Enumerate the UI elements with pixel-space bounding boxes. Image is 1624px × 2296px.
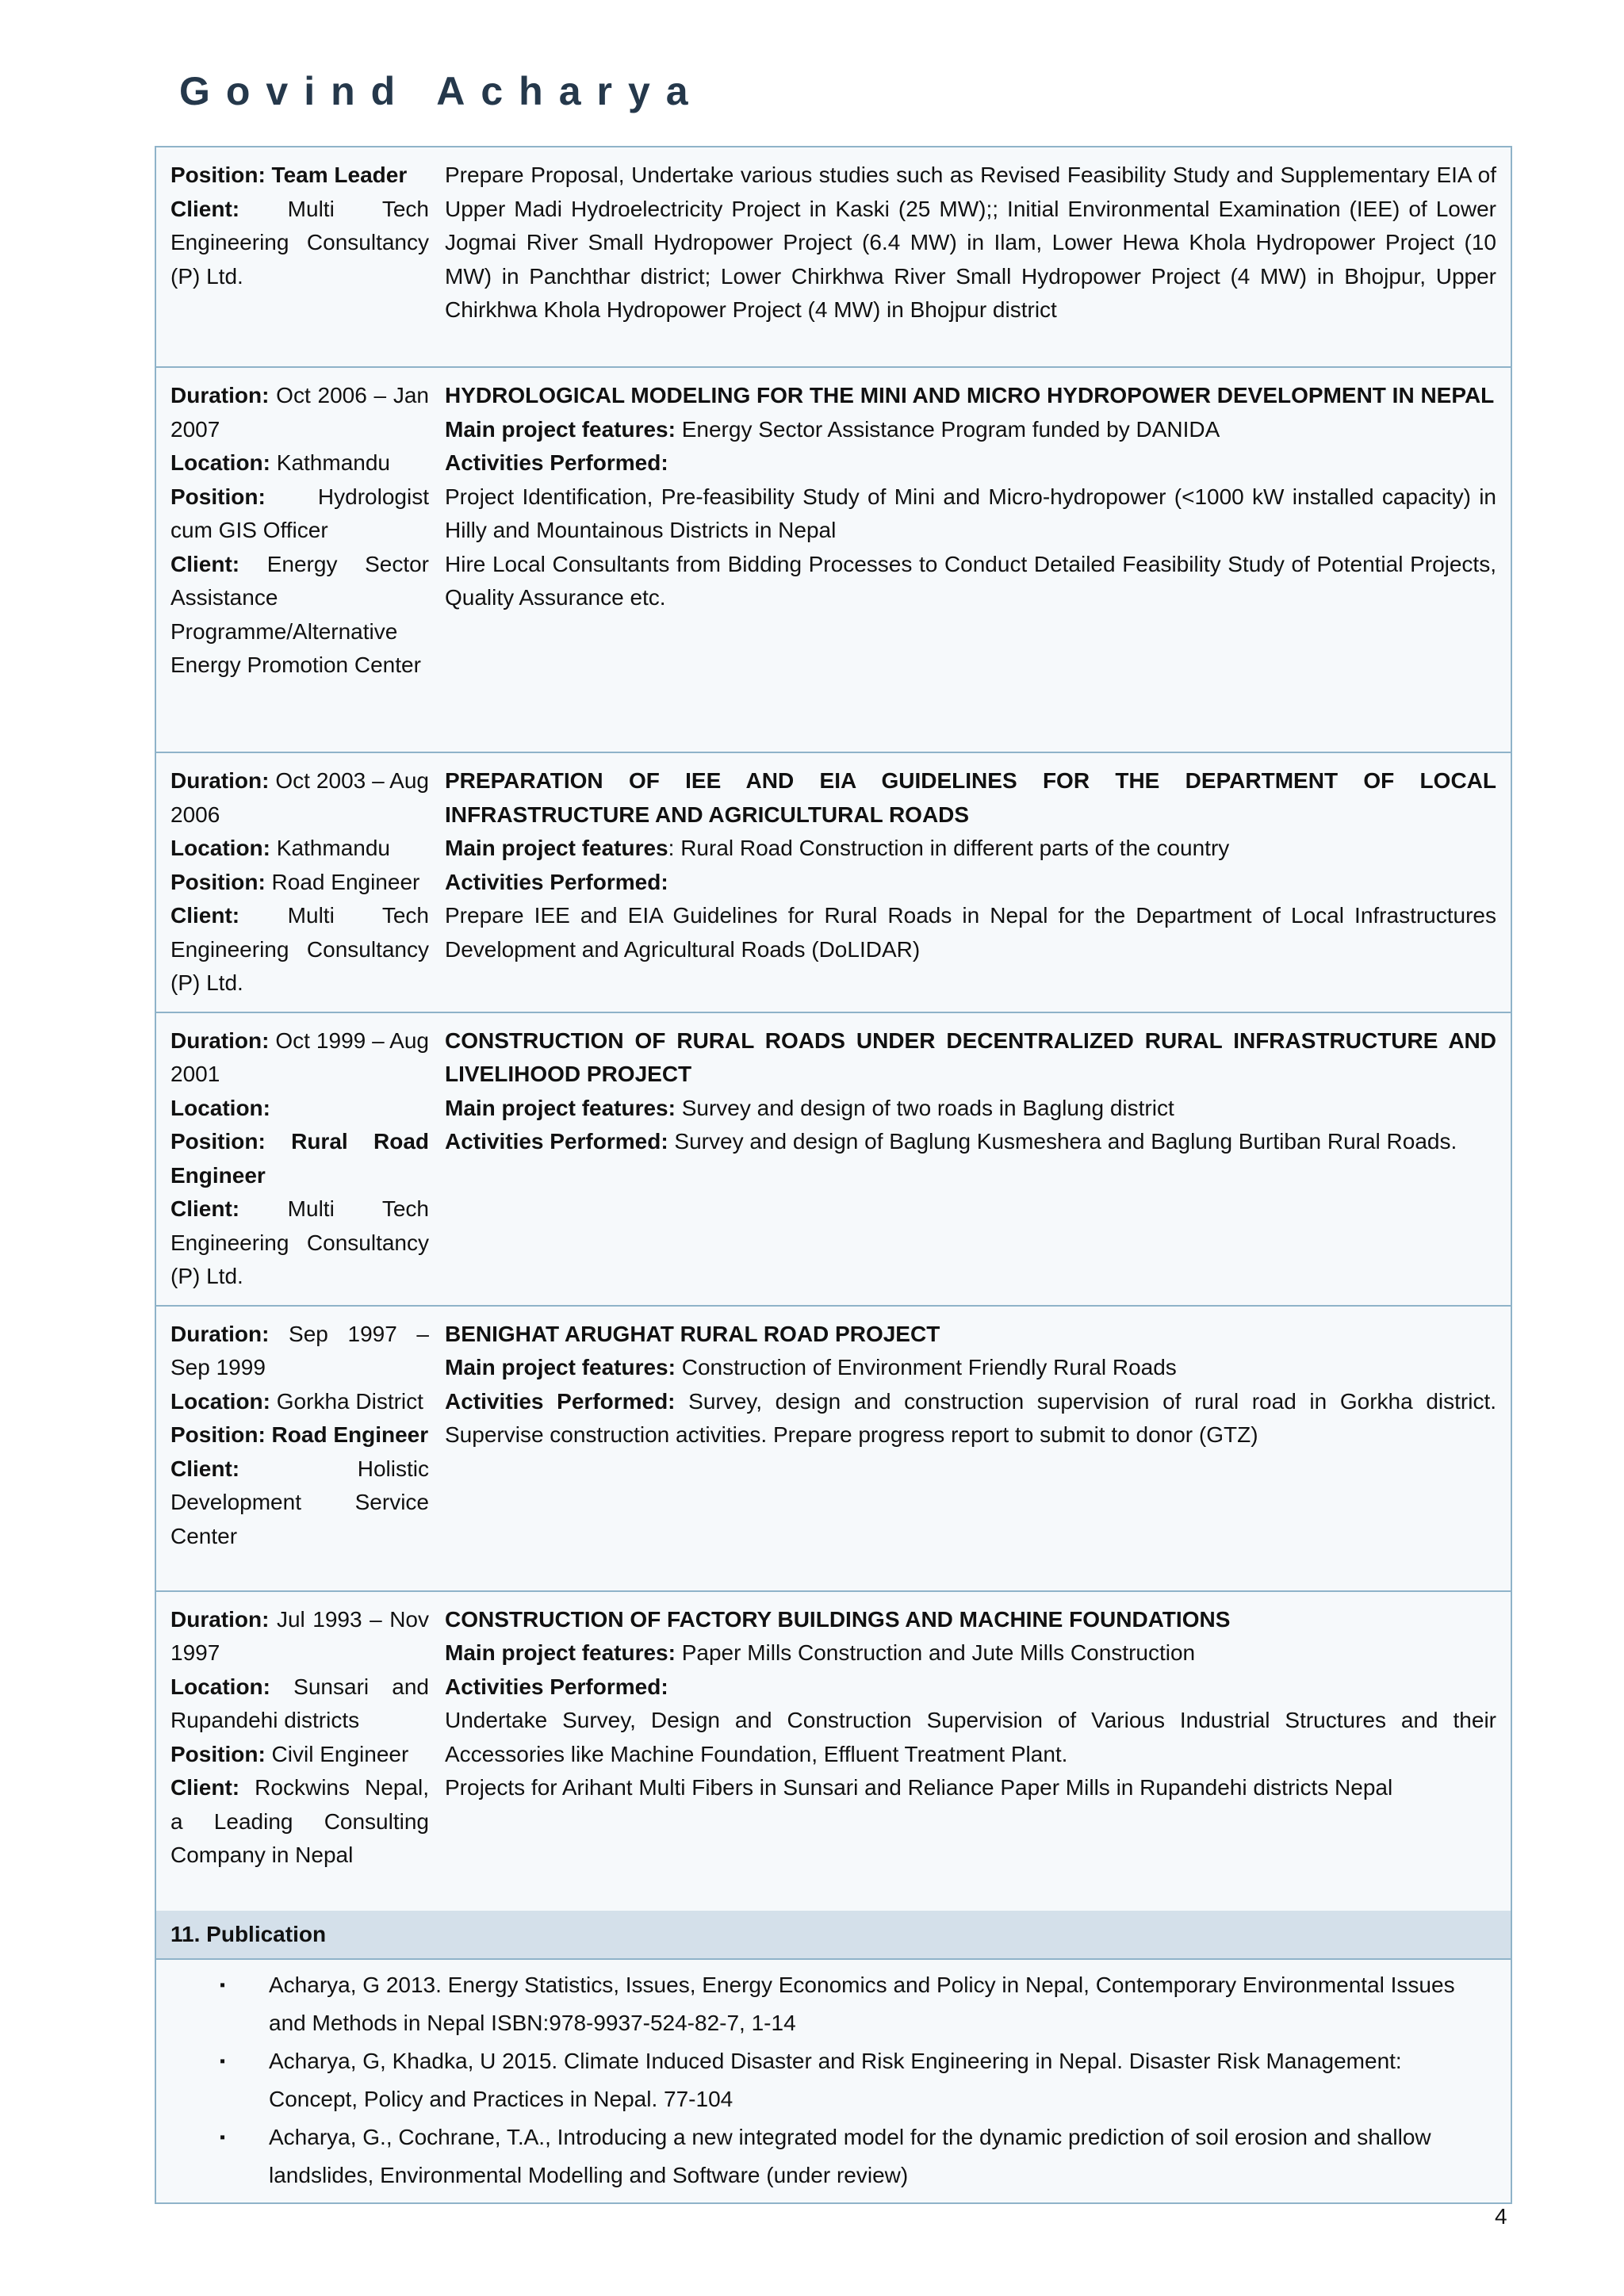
detail-line bbox=[170, 899, 429, 1001]
description-line bbox=[445, 1636, 1496, 1670]
description-line bbox=[445, 1125, 1496, 1159]
field-value: Multi Tech Engineering Consultancy (P) Ltd. bbox=[170, 903, 429, 995]
detail-line bbox=[170, 1092, 429, 1126]
experience-description bbox=[445, 1013, 1511, 1305]
field-value: Sunsari and Rupandehi districts bbox=[170, 1674, 429, 1732]
detail-line bbox=[170, 548, 429, 683]
field-label: Client: bbox=[170, 551, 240, 576]
field-label: Location: bbox=[170, 1095, 270, 1120]
experience-details bbox=[156, 1307, 445, 1590]
field-label: Duration: bbox=[170, 383, 270, 408]
experience-row bbox=[156, 368, 1511, 753]
experience-details bbox=[156, 753, 445, 1012]
publication-text: Acharya, G, Khadka, U 2015. Climate Induced Disaster and Risk Engineering in Nepal. Disaster Risk Management: Concept, Policy and Practices in Nepal. 77-104 bbox=[269, 2048, 1402, 2111]
publication-list bbox=[156, 1960, 1511, 2202]
field-label: Duration: bbox=[170, 768, 270, 793]
field-label: Client: bbox=[170, 1456, 240, 1481]
field-label: Activities Performed: bbox=[445, 869, 668, 894]
experience-row bbox=[156, 1307, 1511, 1592]
publication-header: 11. Publication bbox=[156, 1911, 1511, 1960]
detail-line bbox=[170, 1771, 429, 1873]
field-value: Construction of Environment Friendly Rural Roads bbox=[675, 1355, 1177, 1380]
experience-details bbox=[156, 147, 445, 366]
description-line bbox=[445, 1670, 1496, 1705]
field-label: Duration: bbox=[170, 1027, 270, 1053]
project-title: BENIGHAT ARUGHAT RURAL ROAD PROJECT bbox=[445, 1321, 940, 1346]
page-number: 4 bbox=[1495, 2204, 1507, 2229]
project-title: HYDROLOGICAL MODELING FOR THE MINI AND MICRO HYDROPOWER DEVELOPMENT IN NEPAL bbox=[445, 383, 1495, 408]
publication-section bbox=[156, 1911, 1511, 2202]
field-label: Main project features: bbox=[445, 1095, 676, 1120]
field-value: Kathmandu bbox=[270, 836, 390, 860]
field-label: Activities Performed: bbox=[445, 1388, 676, 1414]
field-label: Location: bbox=[170, 1388, 270, 1414]
experience-details bbox=[156, 1592, 445, 1911]
field-value: Road Engineer bbox=[265, 869, 420, 894]
field-label: Client: bbox=[170, 1775, 240, 1800]
description-line bbox=[445, 1704, 1496, 1771]
field-label: Client: bbox=[170, 903, 240, 928]
field-label: Duration: bbox=[170, 1321, 270, 1346]
publication-text: Acharya, G 2013. Energy Statistics, Issues, Energy Economics and Policy in Nepal, Contemporary Environmental Issues and Methods in Nepal ISBN:978-9937-524-82-7, 1-14 bbox=[269, 1972, 1455, 2035]
detail-line bbox=[170, 866, 429, 900]
field-value: Hire Local Consultants from Bidding Processes to Conduct Detailed Feasibility Study of Potential Projects, Quality Assurance etc. bbox=[445, 551, 1496, 610]
field-value: Undertake Survey, Design and Construction Supervision of Various Industrial Structures and their Accessories like Machine Foundation, Effluent Treatment Plant. bbox=[445, 1708, 1496, 1766]
resume-name: Govind Acharya bbox=[179, 69, 704, 113]
detail-line bbox=[170, 1192, 429, 1294]
description-line bbox=[445, 832, 1496, 866]
field-value: Survey and design of Baglung Kusmeshera and Baglung Burtiban Rural Roads. bbox=[668, 1129, 1457, 1154]
description-line bbox=[445, 1385, 1496, 1452]
project-title: CONSTRUCTION OF FACTORY BUILDINGS AND MACHINE FOUNDATIONS bbox=[445, 1606, 1231, 1632]
field-value: Prepare Proposal, Undertake various studies such as Revised Feasibility Study and Supplementary EIA of Upper Madi Hydroelectricity Project in Kaski (25 MW);; Initial Environmental Examination (IEE) of Lower Jogmai River Small Hydropower Project (6.4 MW) in Ilam, Lower Hewa Khola Hydropower Project (10 MW) in Panchthar district; Lower Chirkhwa River Small Hydropower Project (4 MW) in Bhojpur, Upper Chirkhwa Khola Hydropower Project (4 MW) in Bhojpur district bbox=[445, 163, 1496, 322]
field-value: Paper Mills Construction and Jute Mills Construction bbox=[675, 1640, 1196, 1665]
field-label: Location: bbox=[170, 450, 270, 475]
publication-item bbox=[220, 2042, 1495, 2118]
publication-item bbox=[220, 2118, 1495, 2195]
bullet-icon: ▪ bbox=[220, 1976, 226, 1994]
detail-line bbox=[170, 1670, 429, 1738]
experience-description bbox=[445, 1592, 1511, 1911]
bullet-icon: ▪ bbox=[220, 2128, 226, 2146]
field-value: Survey, design and construction supervision of rural road in Gorkha district. Supervise construction activities. Prepare progress report to submit to donor (GTZ) bbox=[445, 1388, 1497, 1447]
detail-line bbox=[170, 1385, 429, 1419]
field-label: Main project features: bbox=[445, 416, 676, 442]
field-label: Activities Performed: bbox=[445, 450, 668, 475]
detail-line bbox=[170, 1603, 429, 1670]
field-value: Gorkha District bbox=[270, 1388, 423, 1414]
detail-line bbox=[170, 764, 429, 832]
detail-line bbox=[170, 1318, 429, 1385]
detail-line bbox=[170, 1024, 429, 1092]
experience-table bbox=[155, 146, 1512, 2204]
field-label: Location: bbox=[170, 1674, 270, 1699]
field-label: Main project features bbox=[445, 836, 668, 860]
field-value: Energy Sector Assistance Programme/Alternative Energy Promotion Center bbox=[170, 551, 429, 677]
field-value: Survey and design of two roads in Baglung district bbox=[675, 1095, 1174, 1120]
experience-description bbox=[445, 753, 1511, 1012]
description-line bbox=[445, 1351, 1496, 1385]
project-title: CONSTRUCTION OF RURAL ROADS UNDER DECENTRALIZED RURAL INFRASTRUCTURE AND LIVELIHOOD PROJECT bbox=[445, 1027, 1496, 1086]
field-label: Position: Team Leader bbox=[170, 163, 408, 187]
detail-line bbox=[170, 379, 429, 446]
bullet-icon: ▪ bbox=[220, 2052, 226, 2070]
field-value: Hydrologist cum GIS Officer bbox=[170, 484, 429, 542]
experience-description bbox=[445, 1307, 1511, 1590]
field-value: Jul 1993 – Nov 1997 bbox=[170, 1606, 429, 1665]
field-value: Energy Sector Assistance Program funded by DANIDA bbox=[675, 416, 1220, 442]
experience-row bbox=[156, 753, 1511, 1013]
description-line bbox=[445, 899, 1496, 966]
experience-details bbox=[156, 368, 445, 752]
field-value: Civil Engineer bbox=[265, 1741, 409, 1766]
field-value: Projects for Arihant Multi Fibers in Sunsari and Reliance Paper Mills in Rupandehi districts Nepal bbox=[445, 1775, 1393, 1800]
experience-row bbox=[156, 1592, 1511, 1911]
detail-line bbox=[170, 1125, 429, 1192]
field-label: Duration: bbox=[170, 1606, 270, 1632]
field-value: Kathmandu bbox=[270, 450, 390, 475]
field-value: Multi Tech Engineering Consultancy (P) Ltd. bbox=[170, 196, 429, 289]
project-title: PREPARATION OF IEE AND EIA GUIDELINES FOR THE DEPARTMENT OF LOCAL INFRASTRUCTURE AND AGRICULTURAL ROADS bbox=[445, 768, 1496, 827]
detail-line bbox=[170, 446, 429, 480]
field-label: Activities Performed: bbox=[445, 1674, 668, 1699]
field-value: Rockwins Nepal, a Leading Consulting Company in Nepal bbox=[170, 1775, 429, 1867]
field-value: Holistic Development Service Center bbox=[170, 1456, 429, 1548]
field-label: Position: bbox=[170, 869, 266, 894]
field-value: Sep 1997 – Sep 1999 bbox=[170, 1321, 429, 1380]
detail-line bbox=[170, 159, 429, 193]
publication-text: Acharya, G., Cochrane, T.A., Introducing a new integrated model for the dynamic prediction of soil erosion and shallow landslides, Environmental Modelling and Software (under review) bbox=[269, 2124, 1431, 2187]
field-label: Position: bbox=[170, 484, 266, 509]
detail-line bbox=[170, 1418, 429, 1452]
detail-line bbox=[170, 480, 429, 548]
field-value: Oct 2006 – Jan 2007 bbox=[170, 383, 429, 442]
description-line bbox=[445, 548, 1496, 615]
field-value: Prepare IEE and EIA Guidelines for Rural Roads in Nepal for the Department of Local Infrastructures Development and Agricultural Roads (DoLIDAR) bbox=[445, 903, 1496, 962]
description-line bbox=[445, 159, 1496, 327]
description-line bbox=[445, 1092, 1496, 1126]
field-label: Main project features: bbox=[445, 1355, 676, 1380]
description-line bbox=[445, 866, 1496, 900]
detail-line bbox=[170, 1738, 429, 1772]
detail-line bbox=[170, 832, 429, 866]
publication-item bbox=[220, 1966, 1495, 2042]
description-line bbox=[445, 413, 1496, 447]
field-value: Project Identification, Pre-feasibility Study of Mini and Micro-hydropower (<1000 kW installed capacity) in Hilly and Mountainous Districts in Nepal bbox=[445, 484, 1496, 542]
description-line bbox=[445, 480, 1496, 548]
experience-row bbox=[156, 147, 1511, 368]
field-label: Main project features: bbox=[445, 1640, 676, 1665]
field-label: Activities Performed: bbox=[445, 1129, 668, 1154]
field-value: Oct 2003 – Aug 2006 bbox=[170, 768, 429, 827]
experience-row bbox=[156, 1013, 1511, 1307]
field-label: Location: bbox=[170, 836, 270, 860]
detail-line bbox=[170, 193, 429, 294]
field-label: Position: Road Engineer bbox=[170, 1422, 429, 1447]
field-value: Oct 1999 – Aug 2001 bbox=[170, 1027, 429, 1086]
field-value: Multi Tech Engineering Consultancy (P) Ltd. bbox=[170, 1196, 429, 1288]
experience-description bbox=[445, 368, 1511, 752]
field-label: Position: Rural Road Engineer bbox=[170, 1129, 429, 1188]
description-line bbox=[445, 1771, 1496, 1805]
field-label: Client: bbox=[170, 1196, 240, 1221]
field-label: Position: bbox=[170, 1741, 266, 1766]
experience-description bbox=[445, 147, 1511, 366]
field-value: : Rural Road Construction in different parts of the country bbox=[668, 836, 1230, 860]
field-label: Client: bbox=[170, 196, 240, 221]
description-line bbox=[445, 446, 1496, 480]
experience-details bbox=[156, 1013, 445, 1305]
detail-line bbox=[170, 1452, 429, 1554]
